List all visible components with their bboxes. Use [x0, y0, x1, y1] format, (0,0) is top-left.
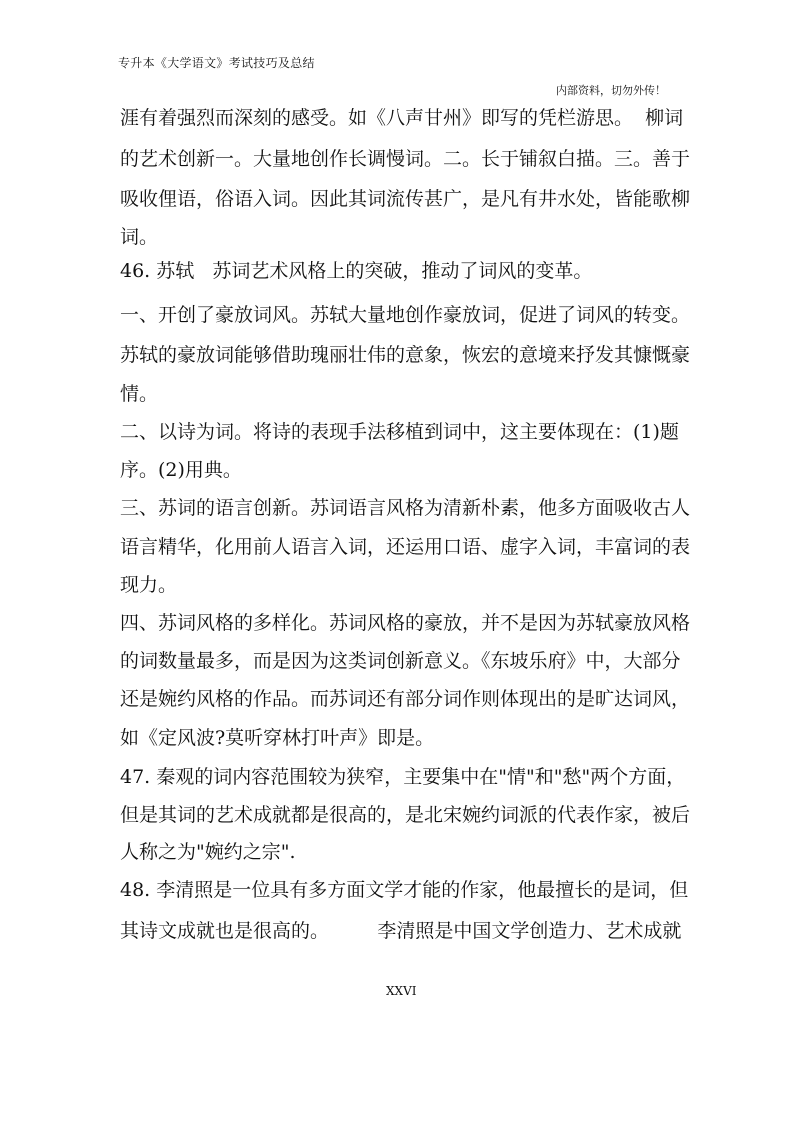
body-line: 序。(2)用典。	[120, 459, 242, 481]
body-line: 的词数量最多，而是因为这类词创新意义。《东坡乐府》中，大部分	[120, 650, 681, 672]
body-line: 三、苏词的语言创新。苏词语言风格为清新朴素，他多方面吸收古人	[120, 497, 691, 519]
body-line: 如《定风波?莫听穿林打叶声》即是。	[120, 727, 435, 749]
body-line: 但是其词的艺术成就都是很高的，是北宋婉约词派的代表作家，被后	[120, 804, 691, 826]
body-line: 还是婉约风格的作品。而苏词还有部分词作则体现出的是旷达词风，	[120, 688, 691, 710]
body-line: 46. 苏轼 苏词艺术风格上的突破，推动了词风的变革。	[120, 260, 593, 282]
body-line: 一、开创了豪放词风。苏轼大量地创作豪放词，促进了词风的转变。	[120, 304, 691, 326]
header-title: 专升本《大学语文》考试技巧及总结	[118, 56, 315, 70]
body-line: 人称之为"婉约之宗".	[120, 841, 296, 863]
page-number: XXVI	[386, 984, 417, 998]
body-line: 48. 李清照是一位具有多方面文学才能的作家，他最擅长的是词，但	[120, 879, 689, 901]
header-note: 内部资料，切勿外传！	[556, 84, 666, 97]
body-line: 现力。	[120, 574, 178, 596]
body-line: 四、苏词风格的多样化。苏词风格的豪放，并不是因为苏轼豪放风格	[120, 612, 691, 634]
body-line: 苏轼的豪放词能够借助瑰丽壮伟的意象，恢宏的意境来抒发其慷慨豪	[120, 344, 691, 366]
body-line: 二、以诗为词。将诗的表现手法移植到词中，这主要体现在：(1)题	[120, 421, 679, 443]
body-line: 的艺术创新一。大量地创作长调慢词。二。长于铺叙白描。三。善于	[120, 148, 691, 170]
body-line: 情。	[120, 383, 159, 405]
body-line: 语言精华，化用前人语言入词，还运用口语、虚字入词，丰富词的表	[120, 536, 691, 558]
body-line: 其诗文成就也是很高的。 李清照是中国文学创造力、艺术成就	[120, 920, 682, 942]
body-line: 词。	[120, 226, 159, 248]
body-line: 吸收俚语，俗语入词。因此其词流传甚广，是凡有井水处，皆能歌柳	[120, 188, 691, 210]
body-line: 涯有着强烈而深刻的感受。如《八声甘州》即写的凭栏游思。 柳词	[120, 107, 684, 129]
body-line: 47. 秦观的词内容范围较为狭窄，主要集中在"情"和"愁"两个方面，	[120, 766, 686, 788]
